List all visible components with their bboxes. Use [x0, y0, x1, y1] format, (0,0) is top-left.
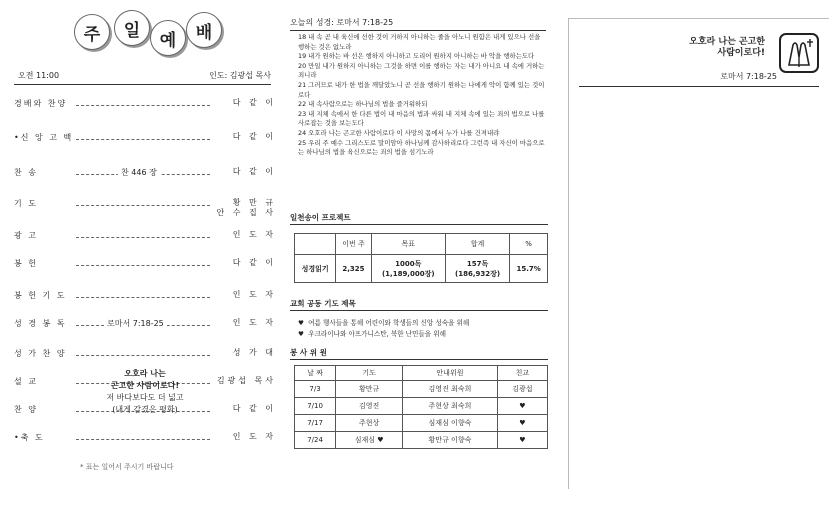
order-row	[14, 290, 276, 306]
verse: 22 내 속사람으로는 하나님의 법을 즐거워하되	[298, 100, 428, 109]
project-title: 일천송이 프로젝트	[290, 213, 351, 222]
service-cell: 주현상 최숙희	[403, 398, 498, 415]
service-row	[295, 415, 548, 432]
sermon-title-line-2: 곤고한 사람이로다!	[110, 381, 180, 390]
cover-divider	[579, 86, 819, 87]
service-header: 기도	[336, 366, 403, 381]
prayer-item: ♥ 여름 행사들을 통해 어린이와 학생들의 신앙 성숙을 위해	[298, 319, 470, 327]
heart-icon: ♥	[298, 330, 304, 338]
order-presenter: 인 도 자	[232, 318, 276, 327]
order-label: 경배와 찬양	[14, 99, 68, 108]
verse: 23 내 지체 속에서 한 다른 법이 내 마음의 법과 싸워 내 지체 속에 있는 죄의 법으로 나를 사로잡는 것을 보는도다	[298, 109, 545, 128]
order-row	[14, 258, 276, 274]
service-cell: 심재심 ♥	[336, 432, 403, 449]
service-header: 안내위원	[403, 366, 498, 381]
title-char-2: 일	[114, 10, 150, 46]
order-detail: 찬 446 장	[118, 167, 160, 178]
project-cell: 1000독 (1,189,000장)	[371, 255, 445, 283]
title-char-3: 예	[150, 20, 186, 56]
order-label: 광 고	[14, 231, 38, 240]
sermon-title-line-1: 오호라 나는	[124, 369, 166, 378]
service-row	[295, 381, 548, 398]
service-divider	[290, 359, 548, 360]
sermon-box	[85, 368, 205, 416]
heart-icon: ♥	[298, 319, 304, 327]
order-row	[14, 167, 276, 183]
leader-dots	[76, 265, 210, 266]
service-title: 봉 사 위 원	[290, 348, 327, 357]
service-cell: ♥	[497, 432, 547, 449]
order-row	[14, 230, 276, 246]
order-label: 성 경 봉 독	[14, 319, 67, 328]
cover-panel	[568, 18, 829, 489]
service-leader: 인도: 김광섭 목사	[209, 71, 271, 80]
project-header: 목표	[371, 234, 445, 255]
info-panel	[290, 0, 560, 507]
order-label: •신 앙 고 백	[14, 133, 74, 142]
leader-dots	[76, 355, 210, 356]
verses	[298, 33, 546, 158]
sermon-sub-line-1: 저 바다보다도 더 넓고	[106, 393, 184, 402]
verse: 24 오호라 나는 곤고한 사람이로다 이 사망의 몸에서 누가 나를 건져내랴	[298, 128, 500, 137]
cover-title-line-1: 오호라 나는 곤고한	[689, 37, 765, 47]
footnote: * 표는 일어서 주시기 바랍니다	[80, 463, 174, 471]
order-label: 찬 송	[14, 168, 38, 177]
verse: 19 내가 원하는 바 선은 행하지 아니하고 도리어 원하지 아니하는 바 악을 행하는도다	[298, 52, 535, 61]
order-presenter: 황 만 규 안 수 집 사	[216, 198, 276, 217]
service-cell: 김영진 최숙희	[403, 381, 498, 398]
leader-dots	[76, 205, 210, 206]
order-label: 찬 양	[14, 405, 38, 414]
service-table	[294, 365, 548, 449]
service-cell: 황만규 이향숙	[403, 432, 498, 449]
service-cell: 7/3	[295, 381, 336, 398]
order-row	[14, 198, 276, 217]
order-presenter: 김광섭 목사	[216, 376, 276, 385]
service-cell: 김광섭	[497, 381, 547, 398]
leader-dots	[76, 297, 210, 298]
order-row	[14, 132, 276, 148]
scripture-divider	[290, 30, 546, 31]
prayer-title: 교회 공동 기도 제목	[290, 299, 356, 308]
service-cell: ♥	[497, 398, 547, 415]
order-label: 기 도	[14, 199, 38, 208]
title-char-4: 배	[186, 12, 222, 48]
service-header: 친교	[497, 366, 547, 381]
verse: 18 내 속 곧 내 육신에 선한 것이 거하지 아니하는 줄을 아노니 원함은 내게 있으나 선을 행하는 것은 없노라	[298, 33, 541, 51]
project-header: 이번 주	[336, 234, 371, 255]
praying-hands-icon	[779, 33, 819, 73]
leader-dots	[76, 139, 210, 140]
service-row	[295, 432, 548, 449]
order-row	[14, 348, 276, 364]
project-cell: 157독 (186,932장)	[445, 255, 509, 283]
order-label: 설 교	[14, 377, 38, 386]
order-presenter: 다 같 이	[232, 132, 276, 141]
prayer-item: ♥ 우크라이나와 아프가니스탄, 북한 난민들을 위해	[298, 330, 446, 338]
title-char-1: 주	[74, 14, 110, 50]
order-presenter: 다 같 이	[232, 98, 276, 107]
service-cell: 주현상	[336, 415, 403, 432]
order-presenter: 다 같 이	[232, 167, 276, 176]
project-cell: 2,325	[336, 255, 371, 283]
order-row	[14, 318, 276, 334]
cover-title	[689, 37, 765, 59]
verse: 25 우리 주 예수 그리스도로 말미암아 하나님께 감사하리로다 그런즉 내 자신이 마음으로는 하나님의 법을 육신으로는 죄의 법을 섬기노라	[298, 138, 545, 157]
leader-dots	[76, 237, 210, 238]
service-cell: 7/10	[295, 398, 336, 415]
verse: 20 만일 내가 원하지 아니하는 그것을 하면 이를 행하는 자는 내가 아니요 내 속에 거하는 죄니라	[298, 61, 545, 80]
order-detail: 로마서 7:18-25	[104, 318, 167, 329]
cover-reference: 로마서 7:18-25	[720, 72, 777, 81]
order-label: 성 가 찬 양	[14, 349, 67, 358]
service-time: 오전 11:00	[18, 71, 60, 80]
project-table	[294, 233, 548, 283]
service-cell: 심재심 이향숙	[403, 415, 498, 432]
cover-title-line-2: 사람이로다!	[717, 48, 765, 58]
leader-dots	[76, 105, 210, 106]
project-header	[295, 234, 336, 255]
project-cell: 성경읽기	[295, 255, 336, 283]
order-label: 봉 헌	[14, 259, 38, 268]
service-cell: 7/17	[295, 415, 336, 432]
order-presenter: 다 같 이	[232, 258, 276, 267]
prayer-list	[298, 318, 469, 340]
service-cell: 김영진	[336, 398, 403, 415]
service-header: 날 짜	[295, 366, 336, 381]
order-label: •축 도	[14, 433, 45, 442]
service-cell: 7/24	[295, 432, 336, 449]
project-header: 합계	[445, 234, 509, 255]
verse: 21 그러므로 내가 한 법을 깨달았노니 곧 선을 행하기 원하는 나에게 악이 함께 있는 것이로다	[298, 80, 545, 99]
order-of-worship-panel	[0, 0, 285, 507]
prayer-divider	[290, 310, 548, 311]
order-presenter: 인 도 자	[232, 432, 276, 441]
project-cell: 15.7%	[510, 255, 548, 283]
order-presenter: 인 도 자	[232, 230, 276, 239]
project-header: %	[510, 234, 548, 255]
header-divider	[14, 84, 271, 85]
order-presenter: 인 도 자	[232, 290, 276, 299]
service-row	[295, 398, 548, 415]
project-divider	[290, 224, 548, 225]
order-presenter: 다 같 이	[232, 404, 276, 413]
order-row	[14, 98, 276, 114]
order-presenter: 성 가 대	[232, 348, 276, 357]
order-label: 봉 헌 기 도	[14, 291, 67, 300]
leader-dots	[76, 439, 210, 440]
service-cell: ♥	[497, 415, 547, 432]
scripture-title: 오늘의 성경: 로마서 7:18-25	[290, 18, 394, 27]
sermon-sub-line-2: (내게 감겼은 평화)	[112, 405, 178, 414]
order-row	[14, 432, 276, 448]
service-cell: 황만규	[336, 381, 403, 398]
